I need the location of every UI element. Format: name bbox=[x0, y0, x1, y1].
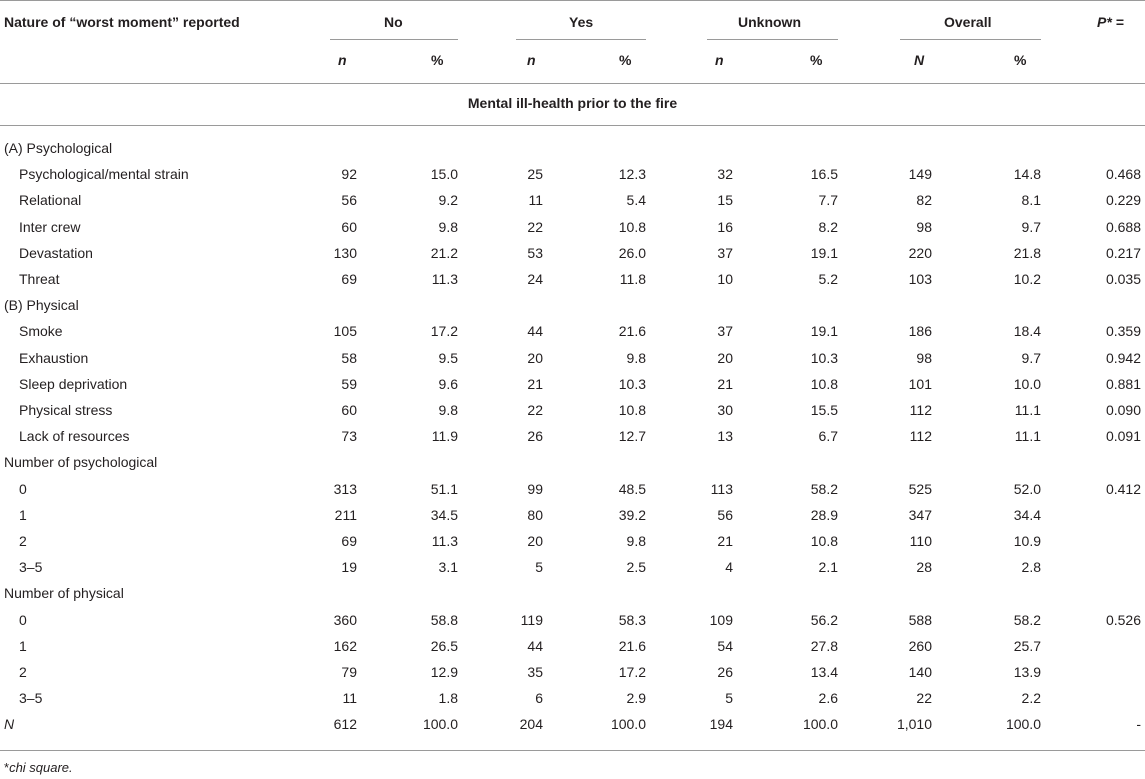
cell-overall-pct: 21.8 bbox=[1013, 244, 1041, 261]
cell-overall-pct: 10.0 bbox=[1013, 375, 1041, 392]
cell-overall-n: 22 bbox=[916, 690, 932, 707]
cell-overall-n: 220 bbox=[908, 244, 932, 261]
cell-yes-pct: 2.9 bbox=[626, 690, 646, 707]
group-rule-yes bbox=[516, 39, 646, 40]
cell-yes-pct: 10.8 bbox=[618, 218, 646, 235]
cell-unknown-pct: 16.5 bbox=[810, 166, 838, 183]
row-label: 1 bbox=[19, 506, 27, 523]
cell-unknown-n: 5 bbox=[725, 690, 733, 707]
cell-overall-pct: 8.1 bbox=[1021, 192, 1041, 209]
group-rule-overall bbox=[900, 39, 1041, 40]
cell-unknown-pct: 6.7 bbox=[818, 428, 838, 445]
cell-p-value: 0.091 bbox=[1105, 428, 1141, 445]
cell-unknown-n: 194 bbox=[709, 716, 733, 733]
cell-overall-n: 149 bbox=[908, 166, 932, 183]
column-header-p: P* = bbox=[1097, 14, 1124, 30]
cell-no-pct: 11.3 bbox=[431, 533, 458, 549]
cell-unknown-n: 30 bbox=[717, 402, 733, 418]
cell-unknown-n: 4 bbox=[725, 559, 733, 576]
header-rule bbox=[0, 83, 1145, 84]
cell-unknown-pct: 100.0 bbox=[802, 716, 838, 733]
row-label: Lack of resources bbox=[19, 428, 130, 445]
cell-no-pct: 9.8 bbox=[438, 402, 458, 418]
cell-yes-n: 20 bbox=[527, 349, 543, 366]
cell-unknown-pct: 10.3 bbox=[810, 349, 838, 366]
cell-p-value: 0.217 bbox=[1105, 244, 1141, 261]
row-label: 0 bbox=[19, 611, 27, 628]
cell-no-n: 59 bbox=[341, 375, 357, 392]
top-rule bbox=[0, 0, 1145, 1]
row-label: Physical stress bbox=[19, 402, 113, 418]
cell-unknown-n: 37 bbox=[717, 244, 733, 261]
cell-unknown-n: 56 bbox=[717, 506, 733, 523]
cell-overall-n: 112 bbox=[909, 402, 932, 418]
cell-unknown-n: 54 bbox=[717, 637, 733, 654]
cell-unknown-n: 113 bbox=[710, 480, 733, 497]
cell-yes-pct: 12.7 bbox=[618, 428, 646, 445]
cell-unknown-n: 16 bbox=[717, 218, 733, 235]
cell-no-pct: 21.2 bbox=[430, 244, 458, 261]
cell-p-value: 0.526 bbox=[1105, 611, 1141, 628]
cell-overall-n: 140 bbox=[908, 664, 932, 680]
cell-unknown-pct: 27.8 bbox=[810, 637, 838, 654]
cell-yes-n: 21 bbox=[527, 375, 543, 392]
row-label: Sleep deprivation bbox=[19, 375, 128, 392]
cell-no-n: 60 bbox=[341, 402, 357, 418]
cell-yes-pct: 21.6 bbox=[618, 323, 646, 340]
cell-yes-n: 80 bbox=[527, 506, 543, 523]
cell-yes-n: 22 bbox=[527, 218, 543, 235]
cell-yes-pct: 11.8 bbox=[619, 271, 646, 287]
cell-yes-pct: 9.8 bbox=[626, 349, 646, 366]
cell-yes-n: 24 bbox=[527, 271, 543, 287]
cell-yes-pct: 21.6 bbox=[618, 637, 646, 654]
cell-p-value: 0.468 bbox=[1105, 166, 1141, 183]
cell-yes-n: 6 bbox=[535, 690, 543, 707]
cell-unknown-n: 37 bbox=[717, 323, 733, 340]
row-label: 2 bbox=[19, 533, 27, 549]
cell-overall-n: 186 bbox=[908, 323, 932, 340]
cell-p-value: 0.881 bbox=[1105, 375, 1141, 392]
cell-p-value: 0.688 bbox=[1105, 218, 1141, 235]
row-label: Psychological/mental strain bbox=[19, 166, 189, 183]
cell-no-pct: 26.5 bbox=[430, 637, 458, 654]
row-label: Devastation bbox=[19, 244, 93, 261]
cell-overall-n: 260 bbox=[908, 637, 932, 654]
section-rule bbox=[0, 125, 1145, 126]
row-group-label: (A) Psychological bbox=[4, 140, 113, 156]
subheader-yes-n: n bbox=[527, 52, 536, 68]
cell-overall-n: 98 bbox=[916, 218, 932, 235]
column-header-yes: Yes bbox=[569, 14, 594, 30]
row-group-label: (B) Physical bbox=[4, 297, 79, 314]
cell-yes-n: 99 bbox=[527, 480, 543, 497]
cell-yes-n: 35 bbox=[527, 664, 543, 680]
row-group-label: N bbox=[4, 716, 15, 733]
subheader-no-n: n bbox=[338, 52, 347, 68]
cell-no-n: 313 bbox=[333, 480, 357, 497]
cell-no-n: 11 bbox=[342, 690, 357, 707]
group-rule-no bbox=[330, 39, 458, 40]
cell-p-value: 0.942 bbox=[1105, 349, 1141, 366]
cell-no-n: 211 bbox=[334, 506, 357, 523]
cell-no-n: 60 bbox=[341, 218, 357, 235]
cell-yes-n: 44 bbox=[527, 637, 543, 654]
cell-no-pct: 9.2 bbox=[438, 192, 458, 209]
cell-overall-pct: 2.2 bbox=[1021, 690, 1041, 707]
cell-yes-pct: 58.3 bbox=[618, 611, 646, 628]
cell-yes-pct: 10.3 bbox=[618, 375, 646, 392]
cell-unknown-pct: 56.2 bbox=[810, 611, 838, 628]
cell-overall-n: 110 bbox=[909, 533, 932, 549]
cell-unknown-n: 10 bbox=[717, 271, 733, 287]
cell-no-pct: 51.1 bbox=[430, 480, 458, 497]
cell-unknown-n: 15 bbox=[717, 192, 733, 209]
row-label: 3–5 bbox=[19, 690, 43, 707]
cell-no-n: 69 bbox=[341, 271, 357, 287]
cell-no-n: 162 bbox=[333, 637, 357, 654]
cell-yes-n: 53 bbox=[527, 244, 543, 261]
footnote bbox=[4, 759, 73, 777]
cell-yes-n: 204 bbox=[519, 716, 543, 733]
cell-p-value: 0.359 bbox=[1105, 323, 1141, 340]
row-label: 2 bbox=[19, 664, 27, 680]
subheader-unknown-pct: % bbox=[810, 52, 823, 68]
cell-overall-n: 112 bbox=[909, 428, 932, 445]
footnote-text: chi square. bbox=[9, 760, 73, 775]
cell-overall-pct: 11.1 bbox=[1014, 402, 1041, 418]
cell-no-n: 56 bbox=[341, 192, 357, 209]
bottom-rule bbox=[0, 750, 1145, 751]
subheader-overall-pct: % bbox=[1014, 52, 1027, 68]
cell-no-pct: 15.0 bbox=[430, 166, 458, 183]
cell-unknown-pct: 7.7 bbox=[818, 192, 838, 209]
cell-overall-n: 588 bbox=[908, 611, 932, 628]
cell-unknown-pct: 8.2 bbox=[818, 218, 838, 235]
cell-no-pct: 12.9 bbox=[430, 664, 458, 680]
cell-overall-pct: 10.2 bbox=[1013, 271, 1041, 287]
cell-no-pct: 11.9 bbox=[431, 428, 458, 445]
row-label: Smoke bbox=[19, 323, 63, 340]
cell-yes-n: 25 bbox=[527, 166, 543, 183]
cell-p-value: 0.090 bbox=[1105, 402, 1141, 418]
cell-no-pct: 9.8 bbox=[438, 218, 458, 235]
group-rule-unknown bbox=[707, 39, 838, 40]
cell-overall-pct: 34.4 bbox=[1013, 506, 1041, 523]
cell-unknown-n: 32 bbox=[717, 166, 733, 183]
column-header-unknown: Unknown bbox=[738, 14, 801, 30]
cell-unknown-n: 13 bbox=[717, 428, 733, 445]
cell-overall-pct: 9.7 bbox=[1021, 218, 1041, 235]
column-header-overall: Overall bbox=[944, 14, 992, 30]
cell-no-n: 612 bbox=[333, 716, 357, 733]
cell-no-pct: 11.3 bbox=[431, 271, 458, 287]
cell-yes-n: 44 bbox=[527, 323, 543, 340]
cell-yes-n: 26 bbox=[527, 428, 543, 445]
cell-no-pct: 100.0 bbox=[422, 716, 458, 733]
cell-unknown-n: 20 bbox=[717, 349, 733, 366]
row-label: 3–5 bbox=[19, 559, 43, 576]
row-label: 0 bbox=[19, 480, 27, 497]
cell-no-pct: 17.2 bbox=[430, 323, 458, 340]
cell-unknown-n: 21 bbox=[717, 375, 733, 392]
cell-yes-n: 22 bbox=[527, 402, 543, 418]
cell-overall-pct: 25.7 bbox=[1013, 637, 1041, 654]
cell-yes-n: 119 bbox=[520, 611, 543, 628]
cell-unknown-n: 26 bbox=[717, 664, 733, 680]
cell-overall-n: 103 bbox=[908, 271, 932, 287]
cell-overall-pct: 9.7 bbox=[1021, 349, 1041, 366]
cell-unknown-pct: 15.5 bbox=[810, 402, 838, 418]
cell-unknown-pct: 10.8 bbox=[810, 533, 838, 549]
cell-no-n: 79 bbox=[341, 664, 357, 680]
cell-overall-pct: 100.0 bbox=[1005, 716, 1041, 733]
cell-p-value: - bbox=[1136, 716, 1141, 733]
cell-overall-n: 98 bbox=[916, 349, 932, 366]
cell-overall-pct: 52.0 bbox=[1013, 480, 1041, 497]
cell-unknown-pct: 2.1 bbox=[818, 559, 838, 576]
cell-no-n: 360 bbox=[333, 611, 357, 628]
row-group-label: Number of physical bbox=[4, 585, 124, 602]
cell-no-n: 73 bbox=[341, 428, 357, 445]
cell-overall-n: 347 bbox=[908, 506, 932, 523]
row-label: Inter crew bbox=[19, 218, 81, 235]
subheader-overall-n: N bbox=[914, 52, 925, 68]
cell-no-pct: 3.1 bbox=[438, 559, 458, 576]
cell-yes-pct: 2.5 bbox=[626, 559, 646, 576]
cell-unknown-pct: 10.8 bbox=[810, 375, 838, 392]
cell-yes-pct: 12.3 bbox=[618, 166, 646, 183]
cell-no-pct: 34.5 bbox=[430, 506, 458, 523]
cell-no-pct: 58.8 bbox=[430, 611, 458, 628]
cell-yes-pct: 100.0 bbox=[610, 716, 646, 733]
row-label: Threat bbox=[19, 271, 60, 287]
cell-yes-pct: 48.5 bbox=[618, 480, 646, 497]
cell-yes-pct: 9.8 bbox=[626, 533, 646, 549]
row-group-label: Number of psychological bbox=[4, 454, 158, 471]
cell-no-pct: 1.8 bbox=[438, 690, 458, 707]
cell-p-value: 0.035 bbox=[1105, 271, 1141, 287]
cell-unknown-pct: 13.4 bbox=[810, 664, 838, 680]
subheader-no-pct: % bbox=[431, 52, 444, 68]
row-label: 1 bbox=[19, 637, 27, 654]
cell-overall-n: 101 bbox=[908, 375, 932, 392]
cell-overall-pct: 10.9 bbox=[1013, 533, 1041, 549]
cell-unknown-pct: 2.6 bbox=[818, 690, 838, 707]
cell-overall-n: 525 bbox=[908, 480, 932, 497]
cell-unknown-n: 109 bbox=[709, 611, 733, 628]
column-header-nature: Nature of “worst moment” reported bbox=[4, 14, 240, 30]
subheader-unknown-n: n bbox=[715, 52, 724, 68]
cell-no-pct: 9.6 bbox=[438, 375, 458, 392]
row-label: Relational bbox=[19, 192, 82, 209]
cell-yes-pct: 17.2 bbox=[618, 664, 646, 680]
cell-p-value: 0.412 bbox=[1105, 480, 1141, 497]
cell-no-pct: 9.5 bbox=[438, 349, 458, 366]
section-title: Mental ill-health prior to the fire bbox=[467, 95, 678, 111]
cell-yes-pct: 26.0 bbox=[618, 244, 646, 261]
cell-no-n: 19 bbox=[341, 559, 357, 576]
cell-overall-pct: 2.8 bbox=[1021, 559, 1041, 576]
cell-unknown-pct: 19.1 bbox=[810, 244, 838, 261]
cell-yes-n: 20 bbox=[527, 533, 543, 549]
cell-no-n: 92 bbox=[341, 166, 357, 183]
cell-overall-n: 82 bbox=[916, 192, 932, 209]
cell-overall-pct: 58.2 bbox=[1013, 611, 1041, 628]
cell-no-n: 69 bbox=[341, 533, 357, 549]
cell-unknown-n: 21 bbox=[717, 533, 733, 549]
cell-overall-pct: 18.4 bbox=[1013, 323, 1041, 340]
cell-no-n: 130 bbox=[333, 244, 357, 261]
cell-unknown-pct: 19.1 bbox=[810, 323, 838, 340]
cell-yes-pct: 5.4 bbox=[626, 192, 646, 209]
column-header-no: No bbox=[384, 14, 403, 30]
cell-no-n: 105 bbox=[333, 323, 357, 340]
cell-unknown-pct: 58.2 bbox=[810, 480, 838, 497]
cell-overall-pct: 14.8 bbox=[1013, 166, 1041, 183]
cell-overall-n: 28 bbox=[916, 559, 932, 576]
row-label: Exhaustion bbox=[19, 349, 89, 366]
cell-no-n: 58 bbox=[341, 349, 357, 366]
cell-unknown-pct: 5.2 bbox=[818, 271, 838, 287]
cell-p-value: 0.229 bbox=[1105, 192, 1141, 209]
cell-yes-n: 5 bbox=[535, 559, 543, 576]
subheader-yes-pct: % bbox=[619, 52, 632, 68]
cell-yes-pct: 10.8 bbox=[618, 402, 646, 418]
cell-unknown-pct: 28.9 bbox=[810, 506, 838, 523]
cell-overall-n: 1,010 bbox=[896, 716, 932, 733]
cell-yes-pct: 39.2 bbox=[618, 506, 646, 523]
cell-overall-pct: 11.1 bbox=[1014, 428, 1041, 445]
footnote-symbol: * bbox=[4, 760, 10, 775]
cell-yes-n: 11 bbox=[528, 192, 543, 209]
cell-overall-pct: 13.9 bbox=[1013, 664, 1041, 680]
